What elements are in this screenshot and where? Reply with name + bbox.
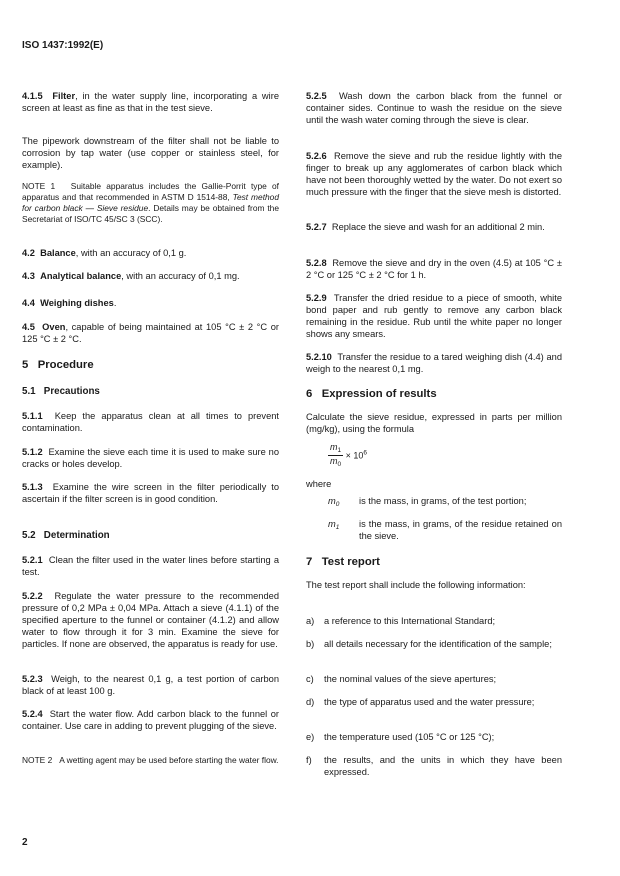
clause-4-2: 4.2 Balance, with an accuracy of 0,1 g. — [22, 248, 187, 258]
clause-5-1-2: 5.1.2 Examine the sieve each time it is used to make sure no cracks or holes develop. — [22, 447, 279, 470]
section-7-heading: 7 Test report — [306, 556, 380, 568]
clause-5-2-8: 5.2.8 Remove the sieve and dry in the oven (4.5) at 105 °C ± 2 °C or 125 °C ± 2 °C for 1 h. — [306, 258, 563, 281]
document-header: ISO 1437:1992(E) — [22, 40, 104, 51]
clause-5-2-3: 5.2.3 Weigh, to the nearest 0,1 g, a test portion of carbon black of at least 100 g. — [22, 674, 279, 697]
clause-5-1-3: 5.1.3 Examine the wire screen in the filter periodically to ascertain if the filter screen is in good condition. — [22, 482, 279, 505]
section-6-heading: 6 Expression of results — [306, 388, 437, 400]
clause-5-1-1: 5.1.1 Keep the apparatus clean at all times to prevent contamination. — [22, 411, 279, 434]
clause-5-2-9: 5.2.9 Transfer the dried residue to a piece of smooth, white bond paper and rub gently to remove any carbon black remaining in the residue. Rub until the white paper no longer shows any smears. — [306, 293, 562, 340]
clause-5-2-5: 5.2.5 Wash down the carbon black from the funnel or container sides. Continue to wash the residue on the sieve until the wash water coming through the sieve is clear. — [306, 91, 563, 126]
clause-5-2-2: 5.2.2 Regulate the water pressure to the recommended pressure of 0,2 MPa ± 0,04 MPa. Attach a sieve (4.1.1) of the specified aperture to the funnel or container (4.1.2) and allow water to flow through it for 3 min. Examine the sieve for particles. If none are observed, the apparatus is ready for use. — [22, 591, 279, 650]
clause-4-1-5-pipework: The pipework downstream of the filter shall not be liable to corrosion by tap water (use copper or stainless steel, for example). — [22, 136, 279, 171]
clause-5-2-6: 5.2.6 Remove the sieve and rub the residue lightly with the finger to break up any agglomerates of carbon black which have not been thoroughly wetted by the water. Do not exert so much pressure with the finger that the sieve mesh is distorted. — [306, 151, 562, 198]
note-1: NOTE 1 Suitable apparatus includes the Gallie-Porrit type of apparatus and that recommended in ASTM D 1514-88, Test method for carbon black — Sieve residue. Details may be obtained from the Secretariat of ISO/TC 45/SC 3 (SCC). — [22, 181, 280, 224]
section-5-heading: 5 Procedure — [22, 359, 94, 371]
page-number: 2 — [22, 837, 28, 848]
section-5-2-heading: 5.2 Determination — [22, 530, 110, 541]
clause-5-2-10: 5.2.10 Transfer the residue to a tared weighing dish (4.4) and weigh to the nearest 0,1 mg. — [306, 352, 562, 375]
section-7-intro: The test report shall include the following information: — [306, 580, 526, 590]
formula: $\frac{m_1}{m_0}$ × $10^6$ — [330, 442, 368, 469]
note-2: NOTE 2 A wetting agent may be used before starting the water flow. — [22, 755, 279, 765]
clause-4-3: 4.3 Analytical balance, with an accuracy of 0,1 mg. — [22, 271, 240, 281]
clause-5-2-7: 5.2.7 Replace the sieve and wash for an additional 2 min. — [306, 222, 545, 232]
clause-4-1-5: 4.1.5 Filter, in the water supply line, incorporating a wire screen at least as fine as that in the test sieve. — [22, 91, 279, 114]
clause-4-5: 4.5 Oven, capable of being maintained at 105 °C ± 2 °C or 125 °C ± 2 °C. — [22, 322, 279, 345]
clause-5-2-1: 5.2.1 Clean the filter used in the water lines before starting a test. — [22, 555, 279, 578]
section-6-intro: Calculate the sieve residue, expressed in parts per million (mg/kg), using the formula — [306, 412, 562, 435]
clause-4-4: 4.4 Weighing dishes. — [22, 298, 117, 308]
section-5-1-heading: 5.1 Precautions — [22, 386, 100, 397]
clause-5-2-4: 5.2.4 Start the water flow. Add carbon black to the funnel or container. Use care in adding to prevent plugging of the sieve. — [22, 709, 279, 732]
where-label: where — [306, 479, 332, 489]
